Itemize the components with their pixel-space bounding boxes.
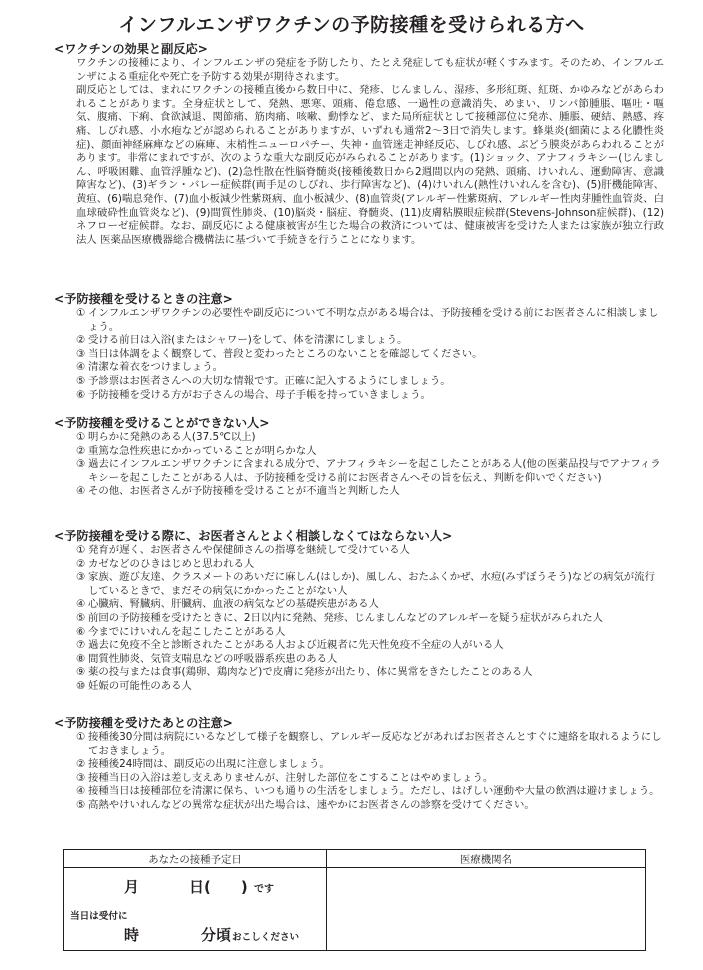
list-item: ① インフルエンザワクチンの必要性や副反応について不明な点がある場合は、予防接種を受ける前にお医者さんに相談しましょう。: [76, 307, 659, 333]
schedule-table: [63, 849, 646, 951]
cannot-list: [54, 431, 664, 499]
clinic-name-header: 医療機関名: [327, 850, 646, 868]
section-heading: <予防接種を受けたあとの注意>: [54, 716, 233, 730]
list-item: ⑩ 妊娠の可能性のある人: [76, 679, 192, 692]
page-title: インフルエンザワクチンの予防接種を受けられる方へ: [118, 14, 585, 36]
list-item: ② カゼなどのひきはじめと思われる人: [76, 557, 255, 570]
effects-paragraph: ワクチンの接種により、インフルエンザの発症を予防したり、たとえ発症しても症状が軽くすみます。そのため、インフルエンザによる重症化や死亡を予防する効果が期待されます。: [76, 57, 664, 83]
list-item: ③ 接種当日の入浴は差し支えありませんが、注射した部位をこすることはやめましょう。: [76, 771, 494, 784]
section-consult: [54, 529, 664, 694]
schedule-date-header: あなたの接種予定日: [64, 850, 327, 868]
section-heading: <予防接種を受ける際に、お医者さんとよく相談しなくてはならない人>: [54, 529, 453, 543]
list-item: ⑤ 前回の予防接種を受けたときに、2日以内に発熱、発疹、じんましんなどのアレルギーを疑う症状がみられた人: [76, 611, 604, 624]
list-item: ① 発育が遅く、お医者さんや保健師さんの指導を継続して受けている人: [76, 544, 410, 556]
list-item: ② 接種後24時間は、副反応の出現に注意しましょう。: [76, 758, 330, 771]
list-item: ⑥ 予防接種を受ける方がお子さんの場合、母子手帳を持っていきましょう。: [76, 388, 431, 401]
list-item: ② 受ける前日は入浴(またはシャワー)をして、体を清潔にしましょう。: [76, 334, 408, 347]
list-item: ③ 家族、遊び友達、クラスメートのあいだに麻しん(はしか)、風しん、おたふくかぜ、水痘(みずぼうそう)などの病気が流行しているときで、まだその病気にかかったことがない人: [76, 571, 655, 597]
clinic-name-cell[interactable]: [327, 868, 646, 951]
list-item: ⑤ 予診票はお医者さんへの大切な情報です。正確に記入するようにしましょう。: [76, 374, 451, 387]
list-item: ④ 接種当日は接種部位を清潔に保ち、いつも通りの生活をしましょう。ただし、はげしい運動や大量の飲酒は避けましょう。: [76, 785, 660, 798]
section-heading: <ワクチンの効果と副反応>: [54, 42, 208, 56]
list-item: ③ 当日は体調をよく観察して、普段と変わったところのないことを確認してください。: [76, 347, 483, 360]
after-list: [54, 731, 664, 813]
list-item: ⑨ 薬の投与または食事(鶏卵、鶏肉など)で皮膚に発疹が出たり、体に異常をきたしたことのある人: [76, 666, 533, 679]
reception-label: 当日は受付に: [70, 911, 128, 922]
list-item: ④ 清潔な着衣をつけましょう。: [76, 361, 224, 374]
desu-label: です: [254, 884, 274, 895]
list-item: ③ 過去にインフルエンザワクチンに含まれる成分で、アナフィラキシーを起こしたことがある人(他の医薬品投与でアナフィラキシーを起こしたことがある人は、予防接種を受ける前にお医者さんへその旨を伝え、判断を仰いでください): [76, 458, 661, 484]
consult-list: [54, 544, 664, 694]
section-before: [54, 292, 664, 402]
list-item: ⑤ 高熱やけいれんなどの異常な症状が出た場合は、速やかにお医者さんの診察を受けてください。: [76, 798, 535, 811]
list-item: ④ 心臓病、腎臓病、肝臓病、血液の病気などの基礎疾患がある人: [76, 598, 379, 611]
section-heading: <予防接種を受けることができない人>: [54, 416, 270, 430]
schedule-date-cell[interactable]: [64, 868, 327, 951]
list-item: ① 明らかに発熱のある人(37.5℃以上): [76, 431, 256, 443]
minute-label: 分頃: [201, 926, 232, 944]
day-label: 日( ): [189, 878, 248, 896]
month-label: 月: [124, 878, 140, 896]
list-item: ② 重篤な急性疾患にかかっていることが明らかな人: [76, 444, 317, 457]
come-label: おこしください: [232, 932, 300, 943]
effects-paragraph: 副反応としては、まれにワクチンの接種直後から数日中に、発疹、じんましん、湿疹、多形紅斑、紅斑、かゆみなどがあらわれることがあります。全身症状として、発熱、悪寒、頭痛、倦怠感、一過性の意識消失、めまい、リンパ節腫脹、嘔吐・嘔気、腹痛、下痢、食欲減退、関節痛、筋肉痛、咳嗽、動悸など、また局所症状として接種部位に発赤、腫脹、硬結、熱感、疼痛、しびれ感、小水疱などが認められることがありますが、いずれも通常2～3日で消失します。蜂巣炎(細菌による化膿性炎症)、顔面神経麻痺などの麻痺、末梢性ニューロパチー、失神・血管迷走神経反応、しびれ感、ぶどう膜炎があらわれることがあります。非常にまれですが、次のような重大な副反応がみられることがあります。(1)ショック、アナフィラキシー(じんましん、呼吸困難、血管浮腫など)、(2)急性散在性脳脊髄炎(接種後数日から2週間以内の発熱、頭痛、けいれん、運動障害、意識障害など)、(3)ギラン・バレー症候群(両手足のしびれ、歩行障害など)、(4)けいれん(熱性けいれんを含む)、(5)肝機能障害、黄疸、(6)喘息発作、(7)血小板減少性紫斑病、血小板減少、(8)血管炎(アレルギー性紫斑病、アレルギー性肉芽腫性血管炎、白血球破砕性血管炎など)、(9)間質性肺炎、(10)脳炎・脳症、脊髄炎、(11)皮膚粘膜眼症候群(Stevens-Johnson症候群)、(12)ネフローゼ症候群。なお、副反応による健康被害が生じた場合の救済については、健康被害を受けた人または家族が独立行政法人 医薬品医療機器総合機構法に基づいて手続きを行うことになります。: [76, 84, 664, 246]
list-item: ① 接種後30分間は病院にいるなどして様子を観察し、アレルギー反応などがあればお医者さんとすぐに連絡を取れるようにしておきましょう。: [76, 731, 662, 757]
section-effects: [54, 42, 664, 247]
list-item: ⑧ 間質性肺炎、気管支喘息などの呼吸器系疾患のある人: [76, 652, 338, 665]
hour-label: 時: [124, 926, 140, 944]
section-cannot: [54, 416, 664, 499]
before-list: [54, 307, 664, 402]
list-item: ⑥ 今までにけいれんを起こしたことがある人: [76, 625, 286, 638]
list-item: ⑦ 過去に免疫不全と診断されたことがある人および近親者に先天性免疫不全症の人がいる人: [76, 639, 504, 652]
section-heading: <予防接種を受けるときの注意>: [54, 292, 233, 306]
list-item: ④ その他、お医者さんが予防接種を受けることが不適当と判断した人: [76, 485, 400, 498]
section-after: [54, 716, 664, 813]
